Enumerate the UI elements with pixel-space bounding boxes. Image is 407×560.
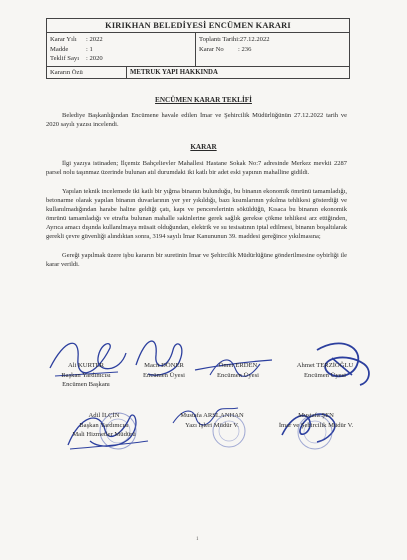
signatory-name: Macit DÖNER	[144, 362, 184, 369]
proposal-heading: ENCÜMEN KARAR TEKLİFİ	[155, 96, 252, 104]
signatory-name: Ahmet TERZİOĞLU	[296, 362, 354, 369]
meta-row	[47, 33, 349, 67]
meta-year: Karar Yılı : 2022	[50, 36, 103, 43]
signatory-title: Encümen Üyesi	[143, 371, 185, 379]
subject-row	[47, 67, 349, 78]
decision-header-table	[46, 18, 350, 79]
signature-ahmet-terzioglu	[302, 330, 382, 390]
signatory-title: Başkan Yardımcısı	[79, 421, 129, 429]
signatory-title: Encümen Başkanı	[62, 381, 110, 388]
decision-paragraph-1: İlgi yazıya istinaden; İlçemiz Bahçelievler Mahallesi Hastane Sokak No:7 adresinde Merkez mevkii 2287 parsel nolu taşınmaz üzerinde bulunan atıl durumdaki iki katlı bir adet eski yapının mahalline gidildi.	[46, 160, 347, 176]
decision-paragraph-2: Yapılan teknik incelemede iki katlı bir yığma binanın bulunduğu, bu binanın ekonomik ömrünü tamamladığı, betonarme olarak yapılan binanın duvarlarının yer yer yıkıldığı, bazı kısımlarının yıkılma tehlikesi gösterdiği ve kullanılmadığından harabe haline geldiği çatı, kapı ve pencerelerinin söküldüğü, Kısaca bu binanın ekonomik ömrünü tamamladığı ve etrafta bulunan mahalle sakinlerine gerek sağlık gerekse çökme tehlikesi arz ettiğinden, Ayrıca amacı dışında kullanılmaya müsait olduğundan, elektrik ve su tesisatının iptal edilmesi, binanın boşaltılarak gerekli çevre güvenliği alındıktan sonra, 3194 sayılı İmar Kanununun 39. maddesi gereğince yıkılmasına;	[46, 188, 347, 240]
meta-meeting-date: Toplantı Tarihi :27.12.2022	[199, 36, 270, 43]
signatory-omer-erden	[198, 361, 278, 380]
signatory-name: Ali KURTER	[67, 362, 105, 369]
signatory-title: Yazı İşleri Müdür V.	[185, 421, 239, 429]
decision-paragraph-3: Gereği yapılmak üzere işbu kararın bir suretinin İmar ve Şehircilik Müdürlüğüne gönderilmesine oybirliği ile karar verildi.	[46, 252, 347, 268]
meta-article: Madde : 1	[50, 45, 93, 53]
subject-label: Kararın Özü	[47, 67, 127, 78]
signatory-macit-doner	[126, 361, 202, 380]
signatory-name: Adil İLÇİN	[88, 412, 120, 419]
meta-left	[47, 33, 196, 66]
document-title: KIRIKHAN BELEDİYESİ ENCÜMEN KARARI	[47, 19, 349, 33]
signatory-name: Ömer ERDEN	[218, 362, 258, 369]
signatory-mustafa-sen	[262, 411, 370, 430]
signatory-adil-ilcin	[56, 411, 152, 440]
signatory-title: Encümen Üyesi	[217, 371, 259, 379]
signatory-name: Mustafa ARSLANHAN	[180, 412, 244, 419]
proposal-text: Belediye Başkanlığından Encümene havale edilen İmar ve Şehircilik Müdürlüğünün 27.12.2022 tarih ve 2020 sayılı yazısı incelendi.	[46, 112, 347, 128]
meta-right	[196, 33, 349, 66]
signatory-title: Mali Hizmetler Müdürü	[72, 431, 136, 438]
signatory-mustafa-arslanhan	[162, 411, 262, 430]
page-number: 1	[196, 537, 199, 542]
signatory-title: İmar ve Şehircilik Müdür V.	[278, 421, 354, 429]
signatory-name: Mustafa ŞEN	[298, 412, 334, 419]
signatory-ahmet-terzioglu	[280, 361, 370, 380]
signatory-title: Başkan Yardımcısı	[61, 371, 111, 379]
meta-proposal-no: Teklif Sayı : 2020	[50, 55, 103, 62]
signatory-title: Encümen Üyesi	[304, 371, 346, 379]
subject-value: METRUK YAPI HAKKINDA	[130, 69, 218, 76]
decision-heading: KARAR	[190, 143, 217, 151]
meta-decision-no: Karar No : 236	[199, 45, 252, 53]
signatory-ali-kurter	[46, 361, 126, 390]
